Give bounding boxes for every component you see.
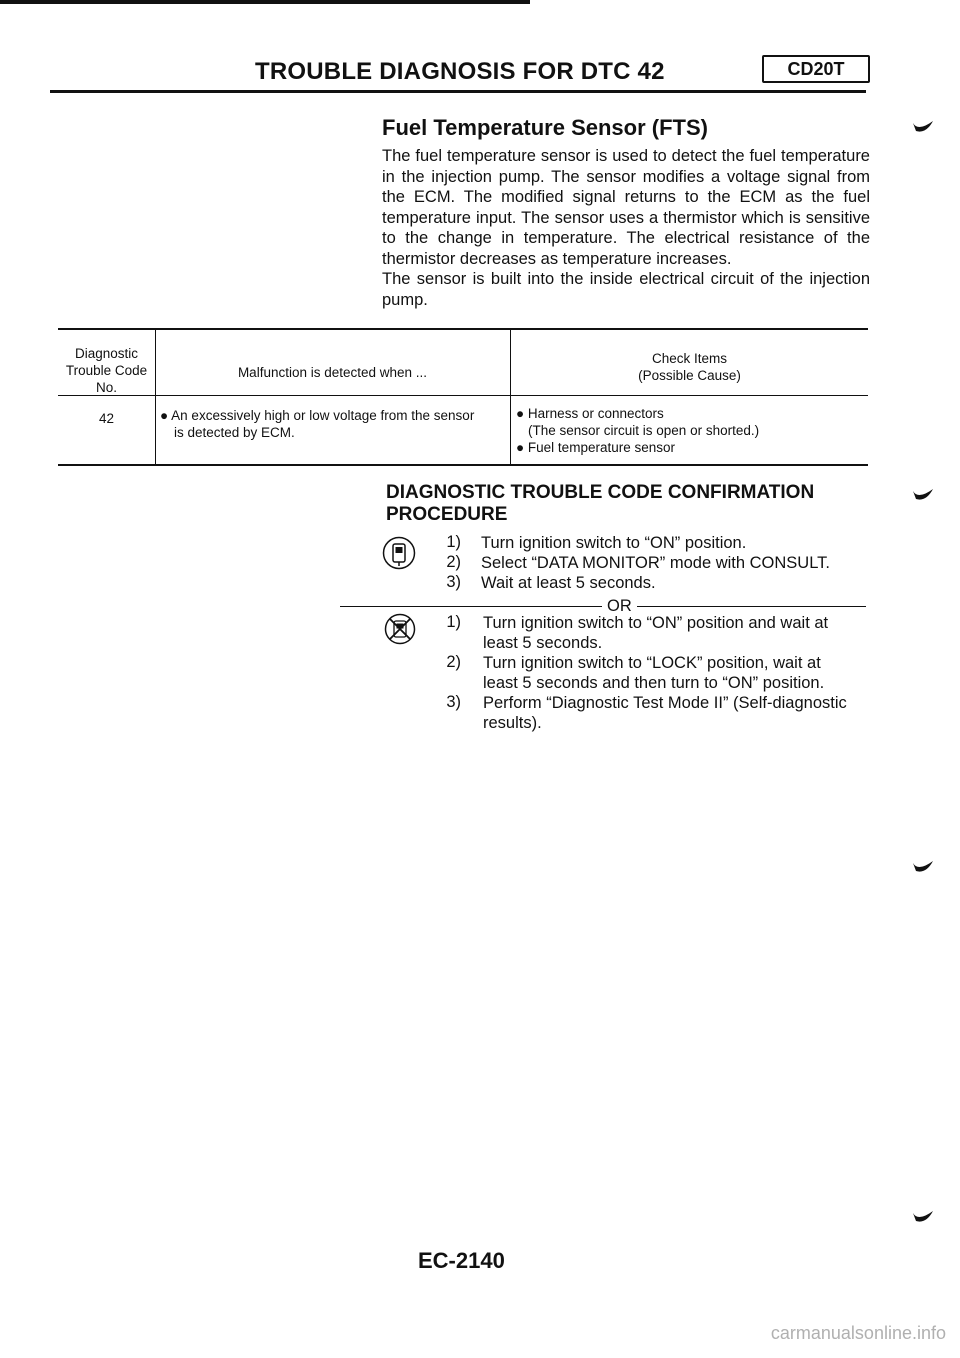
table-header-rule (58, 395, 868, 396)
column-header-text: Check Items (651, 351, 728, 366)
step-number: 2) (446, 653, 461, 671)
check-item-text: Fuel temperature sensor (527, 440, 675, 455)
step-text (483, 613, 828, 653)
separator-rule (637, 606, 866, 607)
step-text-line: Turn ignition switch to “LOCK” position, wait at (483, 654, 821, 672)
step-text: Wait at least 5 seconds. (481, 574, 656, 592)
check-item-text: Harness or connectors (527, 406, 664, 421)
description-paragraph: The fuel temperature sensor is used to detect the fuel temperature in the injection pump. The sensor modifies a voltage signal from the ECM. The modified signal returns to the ECM as the fuel temperature input. The sensor uses a thermistor which is sensitive to the change in temperature. The electrical resistance of the thermistor decreases as temperature increases. (382, 147, 870, 268)
column-header-dtc (58, 345, 155, 396)
step-number: 3) (446, 573, 461, 591)
description-paragraph: The sensor is built into the inside electrical circuit of the injection pump. (382, 270, 870, 309)
step-text-line: results). (483, 714, 542, 732)
malfunction-text: is detected by ECM. (174, 425, 295, 440)
procedure-title (386, 482, 814, 526)
section-title: Fuel Temperature Sensor (FTS) (382, 115, 708, 140)
column-header-text: No. (95, 380, 117, 395)
step-text: Turn ignition switch to “ON” position. (481, 534, 747, 552)
step-number: 1) (446, 533, 461, 551)
bullet-icon: ● (160, 408, 169, 423)
no-tools-icon (384, 613, 416, 645)
separator-rule (340, 606, 602, 607)
watermark: carmanualsonline.info (770, 1323, 946, 1343)
column-header-malfunction: Malfunction is detected when ... (237, 365, 428, 380)
malfunction-text: An excessively high or low voltage from the sensor (171, 408, 475, 423)
step-number: 2) (446, 553, 461, 571)
check-mark-icon (912, 1210, 934, 1224)
step-number: 3) (446, 693, 461, 711)
page-number: EC-2140 (418, 1248, 505, 1273)
bullet-icon: ● (516, 406, 525, 421)
check-items-cell (516, 405, 866, 456)
consult-tester-icon (382, 536, 416, 570)
check-mark-icon (912, 860, 934, 874)
procedure-title-line: DIAGNOSTIC TROUBLE CODE CONFIRMATION (386, 482, 815, 503)
step-text-line: Perform “Diagnostic Test Mode II” (Self-diagnostic (483, 694, 847, 712)
engine-code-badge: CD20T (762, 55, 870, 83)
step-text: Select “DATA MONITOR” mode with CONSULT. (481, 554, 831, 572)
column-header-text: Diagnostic (74, 346, 139, 361)
malfunction-cell (160, 407, 508, 441)
table-top-rule (58, 328, 868, 330)
page-title: TROUBLE DIAGNOSIS FOR DTC 42 (255, 58, 665, 85)
dtc-code-cell: 42 (98, 411, 115, 426)
step-text-line: Turn ignition switch to “ON” position and wait at (483, 614, 829, 632)
step-text (483, 653, 824, 693)
check-mark-icon (912, 488, 934, 502)
bullet-icon: ● (516, 440, 525, 455)
top-edge-rule (0, 0, 530, 4)
step-text-line: least 5 seconds and then turn to “ON” position. (483, 674, 825, 692)
column-header-text: Trouble Code (65, 363, 148, 378)
table-column-divider (155, 330, 156, 464)
column-header-check-items (511, 350, 868, 384)
or-label: OR (607, 597, 632, 615)
table-bottom-rule (58, 464, 868, 466)
step-number: 1) (446, 613, 461, 631)
column-header-text: (Possible Cause) (638, 368, 741, 383)
procedure-title-line: PROCEDURE (386, 504, 508, 525)
step-text (483, 693, 847, 733)
check-mark-icon (912, 120, 934, 134)
check-item-note: (The sensor circuit is open or shorted.) (528, 423, 760, 438)
header-rule (50, 90, 866, 93)
section-description (382, 146, 870, 310)
step-text-line: least 5 seconds. (483, 634, 603, 652)
